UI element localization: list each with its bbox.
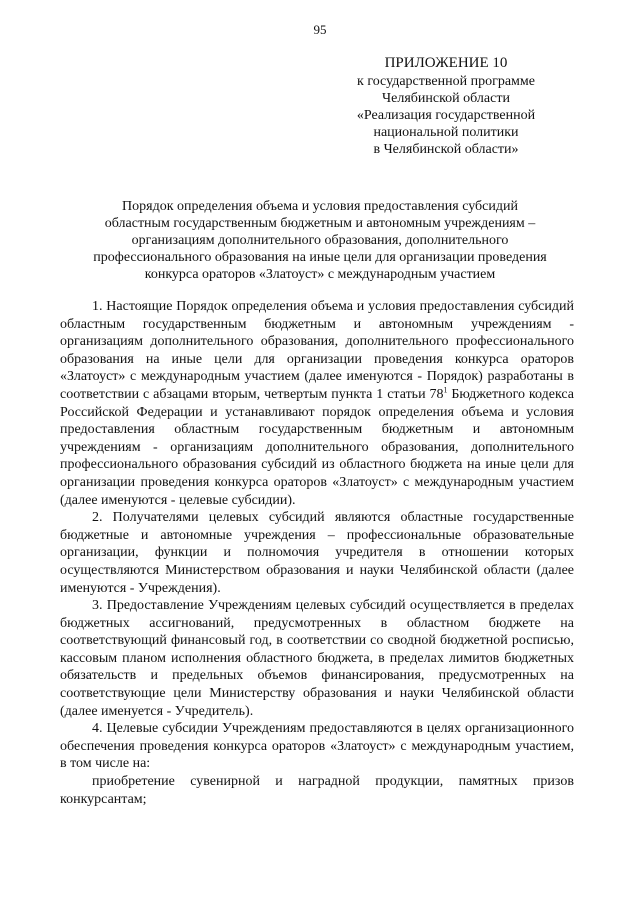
title-line: организациям дополнительного образования, дополнительного (131, 233, 509, 248)
document-title (60, 198, 580, 283)
appendix-line: национальной политики (373, 125, 519, 140)
document-body (60, 298, 574, 808)
title-line: конкурса ораторов «Златоуст» с международным участием (144, 267, 496, 282)
paragraph-2: 2. Получателями целевых субсидий являются областные государственные бюджетные и автономные учреждения – профессиональные образовательные организации, функции и полномочия учредителя в отношении которых осуществляются Министерством образования и науки Челябинской области (далее именуются - Учреждения). (60, 510, 574, 596)
title-line: областным государственным бюджетным и автономным учреждениям – (104, 216, 536, 231)
appendix-title: ПРИЛОЖЕНИЕ 10 (384, 55, 508, 71)
paragraph-1-text-a: 1. Настоящие Порядок определения объема и условия предоставления субсидий областным государственным бюджетным и автономным учреждениям - организациям дополнительного образования, дополнительного профессионального образования на иные цели для организации проведения конкурса ораторов «Златоуст» с международным участием (далее именуются - Порядок) разработаны в соответствии с абзацами вторым, четвертым пункта 1 статьи 78 (60, 299, 574, 402)
appendix-line: к государственной программе (357, 74, 535, 89)
title-line: профессионального образования на иные цели для организации проведения (93, 250, 547, 265)
paragraph-5: приобретение сувенирной и наградной продукции, памятных призов конкурсантам; (60, 774, 574, 807)
page-number: 95 (313, 22, 327, 37)
appendix-line: Челябинской области (382, 91, 510, 106)
paragraph-1-text-b: Бюджетного кодекса Российской Федерации и устанавливают порядок определения объема и условия предоставления областным государственным бюджетным и автономным учреждениям - организациям дополнительного образования, дополнительного профессионального образования субсидий из областного бюджета на иные цели для организации проведения конкурса ораторов «Златоуст» с международным участием (далее именуются - целевые субсидии). (60, 386, 574, 508)
appendix-header (340, 54, 552, 158)
superscript: 1 (443, 385, 448, 395)
paragraph-1 (60, 298, 574, 509)
paragraph-4: 4. Целевые субсидии Учреждениям предоставляются в целях организационного обеспечения проведения конкурса ораторов «Златоуст» с международным участием, в том числе на: (60, 721, 574, 772)
appendix-line: «Реализация государственной (356, 108, 536, 123)
paragraph-3: 3. Предоставление Учреждениям целевых субсидий осуществляется в пределах бюджетных ассигнований, предусмотренных в областном бюджете на соответствующий финансовый год, в соответствии со сводной бюджетной росписью, кассовым планом исполнения областного бюджета, в пределах лимитов бюджетных обязательств и предельных объемов финансирования, предусмотренных на соответствующие цели Министерству образования и науки Челябинской области (далее именуется - Учредитель). (60, 598, 574, 719)
appendix-line: в Челябинской области» (373, 142, 519, 157)
title-line: Порядок определения объема и условия предоставления субсидий (122, 199, 518, 214)
